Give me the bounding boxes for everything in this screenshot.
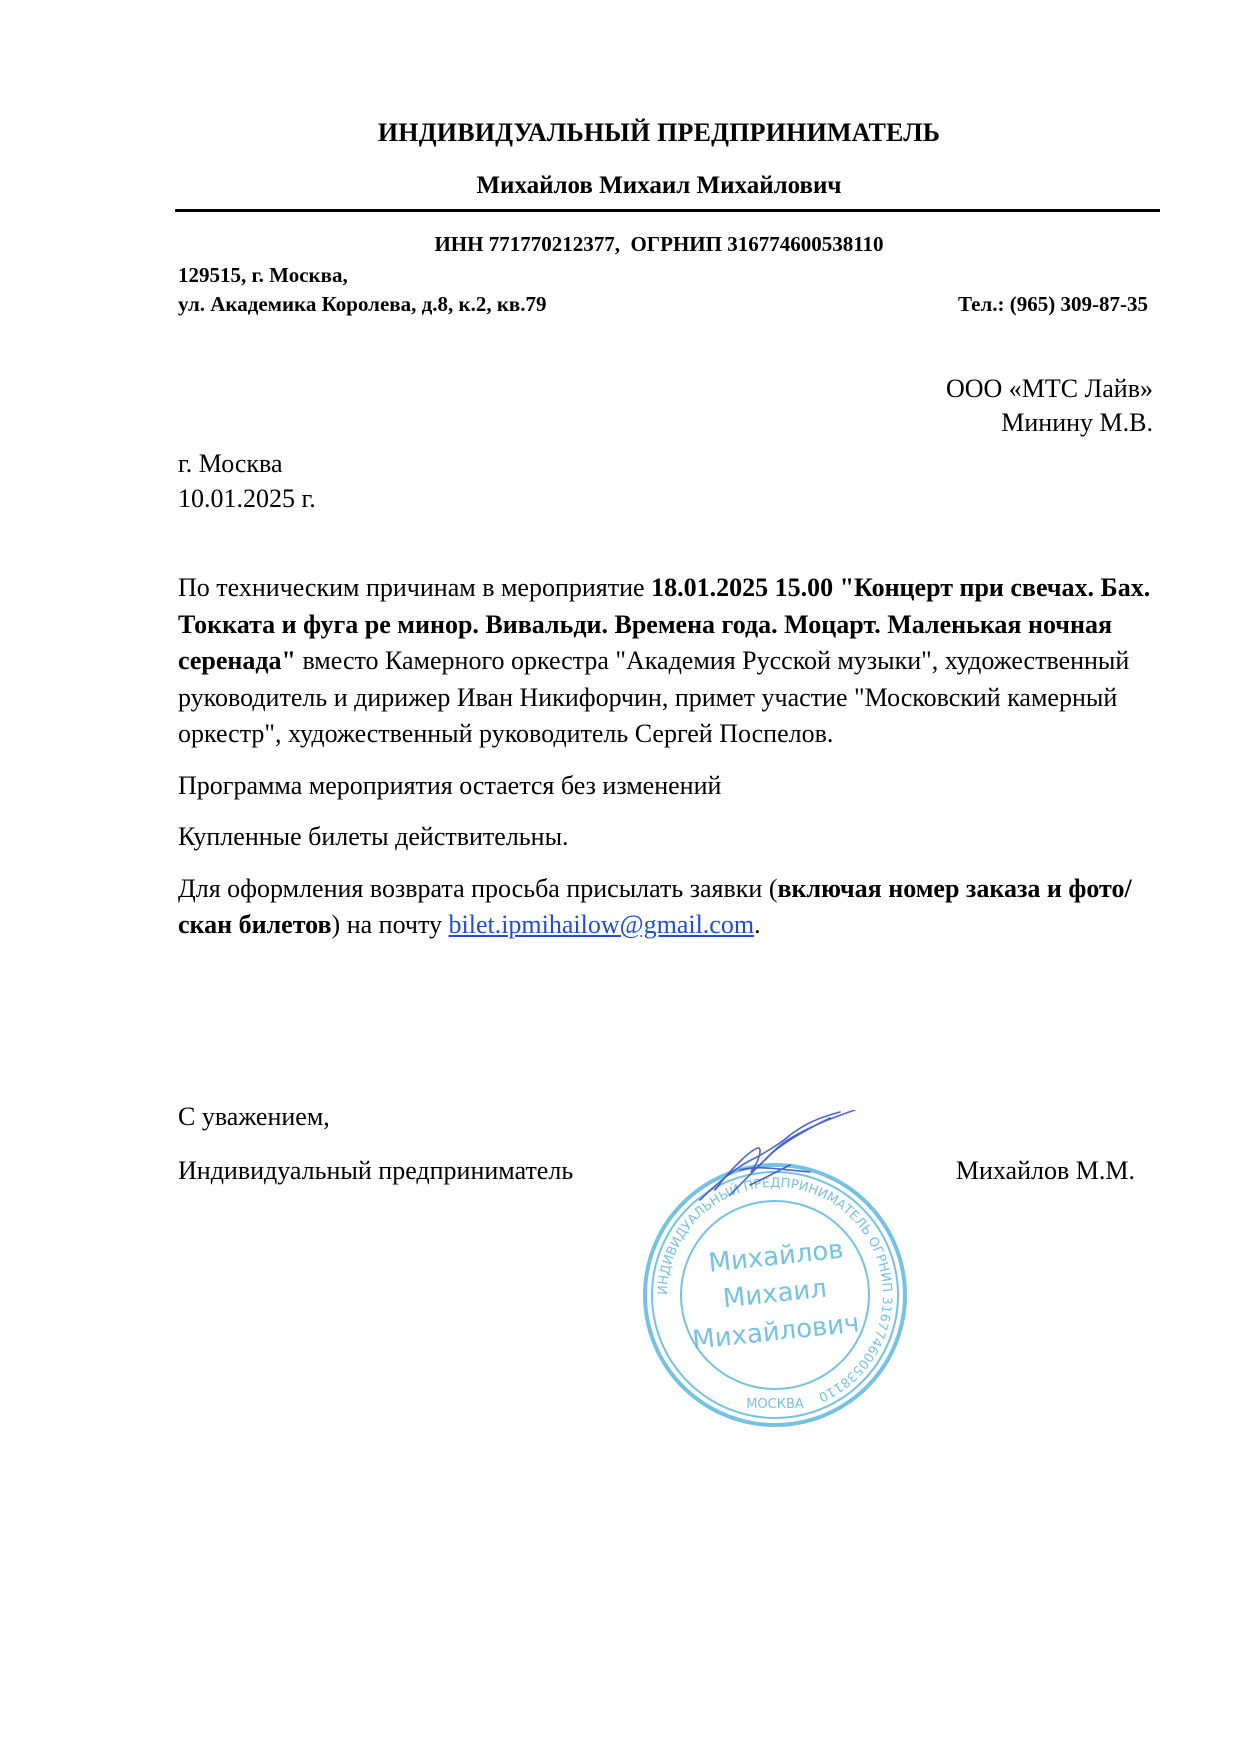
body-paragraph-3: Купленные билеты действительны. xyxy=(178,822,569,851)
body-p1-text-b: вместо Камерного оркестра "Академия Русской музыки", художественный руководитель и дирижер Иван Никифорчин, примет участие "Московский камерный оркестр", художественный руководитель Сергей Поспелов. xyxy=(178,646,1130,748)
email-link[interactable]: bilet.ipmihailow@gmail.com xyxy=(448,910,755,939)
recipient-block xyxy=(946,372,1153,440)
body-paragraph-1 xyxy=(178,570,1163,753)
letter-place: г. Москва xyxy=(178,449,283,478)
recipient-person: Минину М.В. xyxy=(1001,408,1153,437)
letterhead-title: ИНДИВИДУАЛЬНЫЙ ПРЕДПРИНИМАТЕЛЬ xyxy=(377,118,941,147)
body-p4-text-b: ) на почту xyxy=(331,910,449,939)
body-paragraph-4 xyxy=(178,871,1163,944)
letterhead-ids: ИНН 771770212377, ОГРНИП 316774600538110 xyxy=(434,232,884,256)
body-p1-event-title: 18.01.2025 15.00 "Концерт при свечах. Бах. Токката и фуга ре минор. Вивальди. Времена года. Моцарт. Маленькая ночная серенада" xyxy=(178,573,1151,675)
letterhead-phone: Тел.: (965) 309-87-35 xyxy=(957,292,1148,316)
handwritten-signature xyxy=(690,1110,870,1205)
letter-date: 10.01.2025 г. xyxy=(178,484,316,513)
body-p4-bold: включая номер заказа и фото/скан билетов xyxy=(178,873,1132,939)
body-paragraph-2: Программа мероприятия остается без изменений xyxy=(178,770,722,800)
signer-role: Индивидуальный предприниматель xyxy=(178,1156,574,1185)
letter-body xyxy=(178,570,1163,959)
stamp-center-line2: Михаил xyxy=(721,1273,829,1315)
stamp-ring-text: ИНДИВИДУАЛЬНЫЙ ПРЕДПРИНИМАТЕЛЬ ОГРНИП 316774600538110 xyxy=(655,1175,895,1405)
letterhead-name: Михайлов Михаил Михайлович xyxy=(476,172,842,199)
letterhead-divider xyxy=(175,209,1160,212)
letterhead-address-line1: 129515, г. Москва, xyxy=(178,263,348,287)
letterhead-address-line2: ул. Академика Королева, д.8, к.2, кв.79 xyxy=(178,292,547,316)
stamp-bottom-text: МОСКВА xyxy=(746,1397,804,1412)
closing-phrase: С уважением, xyxy=(178,1102,330,1131)
body-p1-text-a: По техническим причинам в мероприятие xyxy=(178,573,652,602)
stamp-center-line3: Михайлович xyxy=(690,1308,861,1356)
body-p4-end: . xyxy=(754,910,761,939)
recipient-org: ООО «МТС Лайв» xyxy=(945,374,1153,403)
place-date-block xyxy=(178,446,316,516)
stamp-center-line1: Михайлов xyxy=(707,1234,845,1279)
body-p4-text-a: Для оформления возврата просьба присылать заявки ( xyxy=(178,873,778,903)
signer-name: Михайлов М.М. xyxy=(955,1156,1135,1185)
